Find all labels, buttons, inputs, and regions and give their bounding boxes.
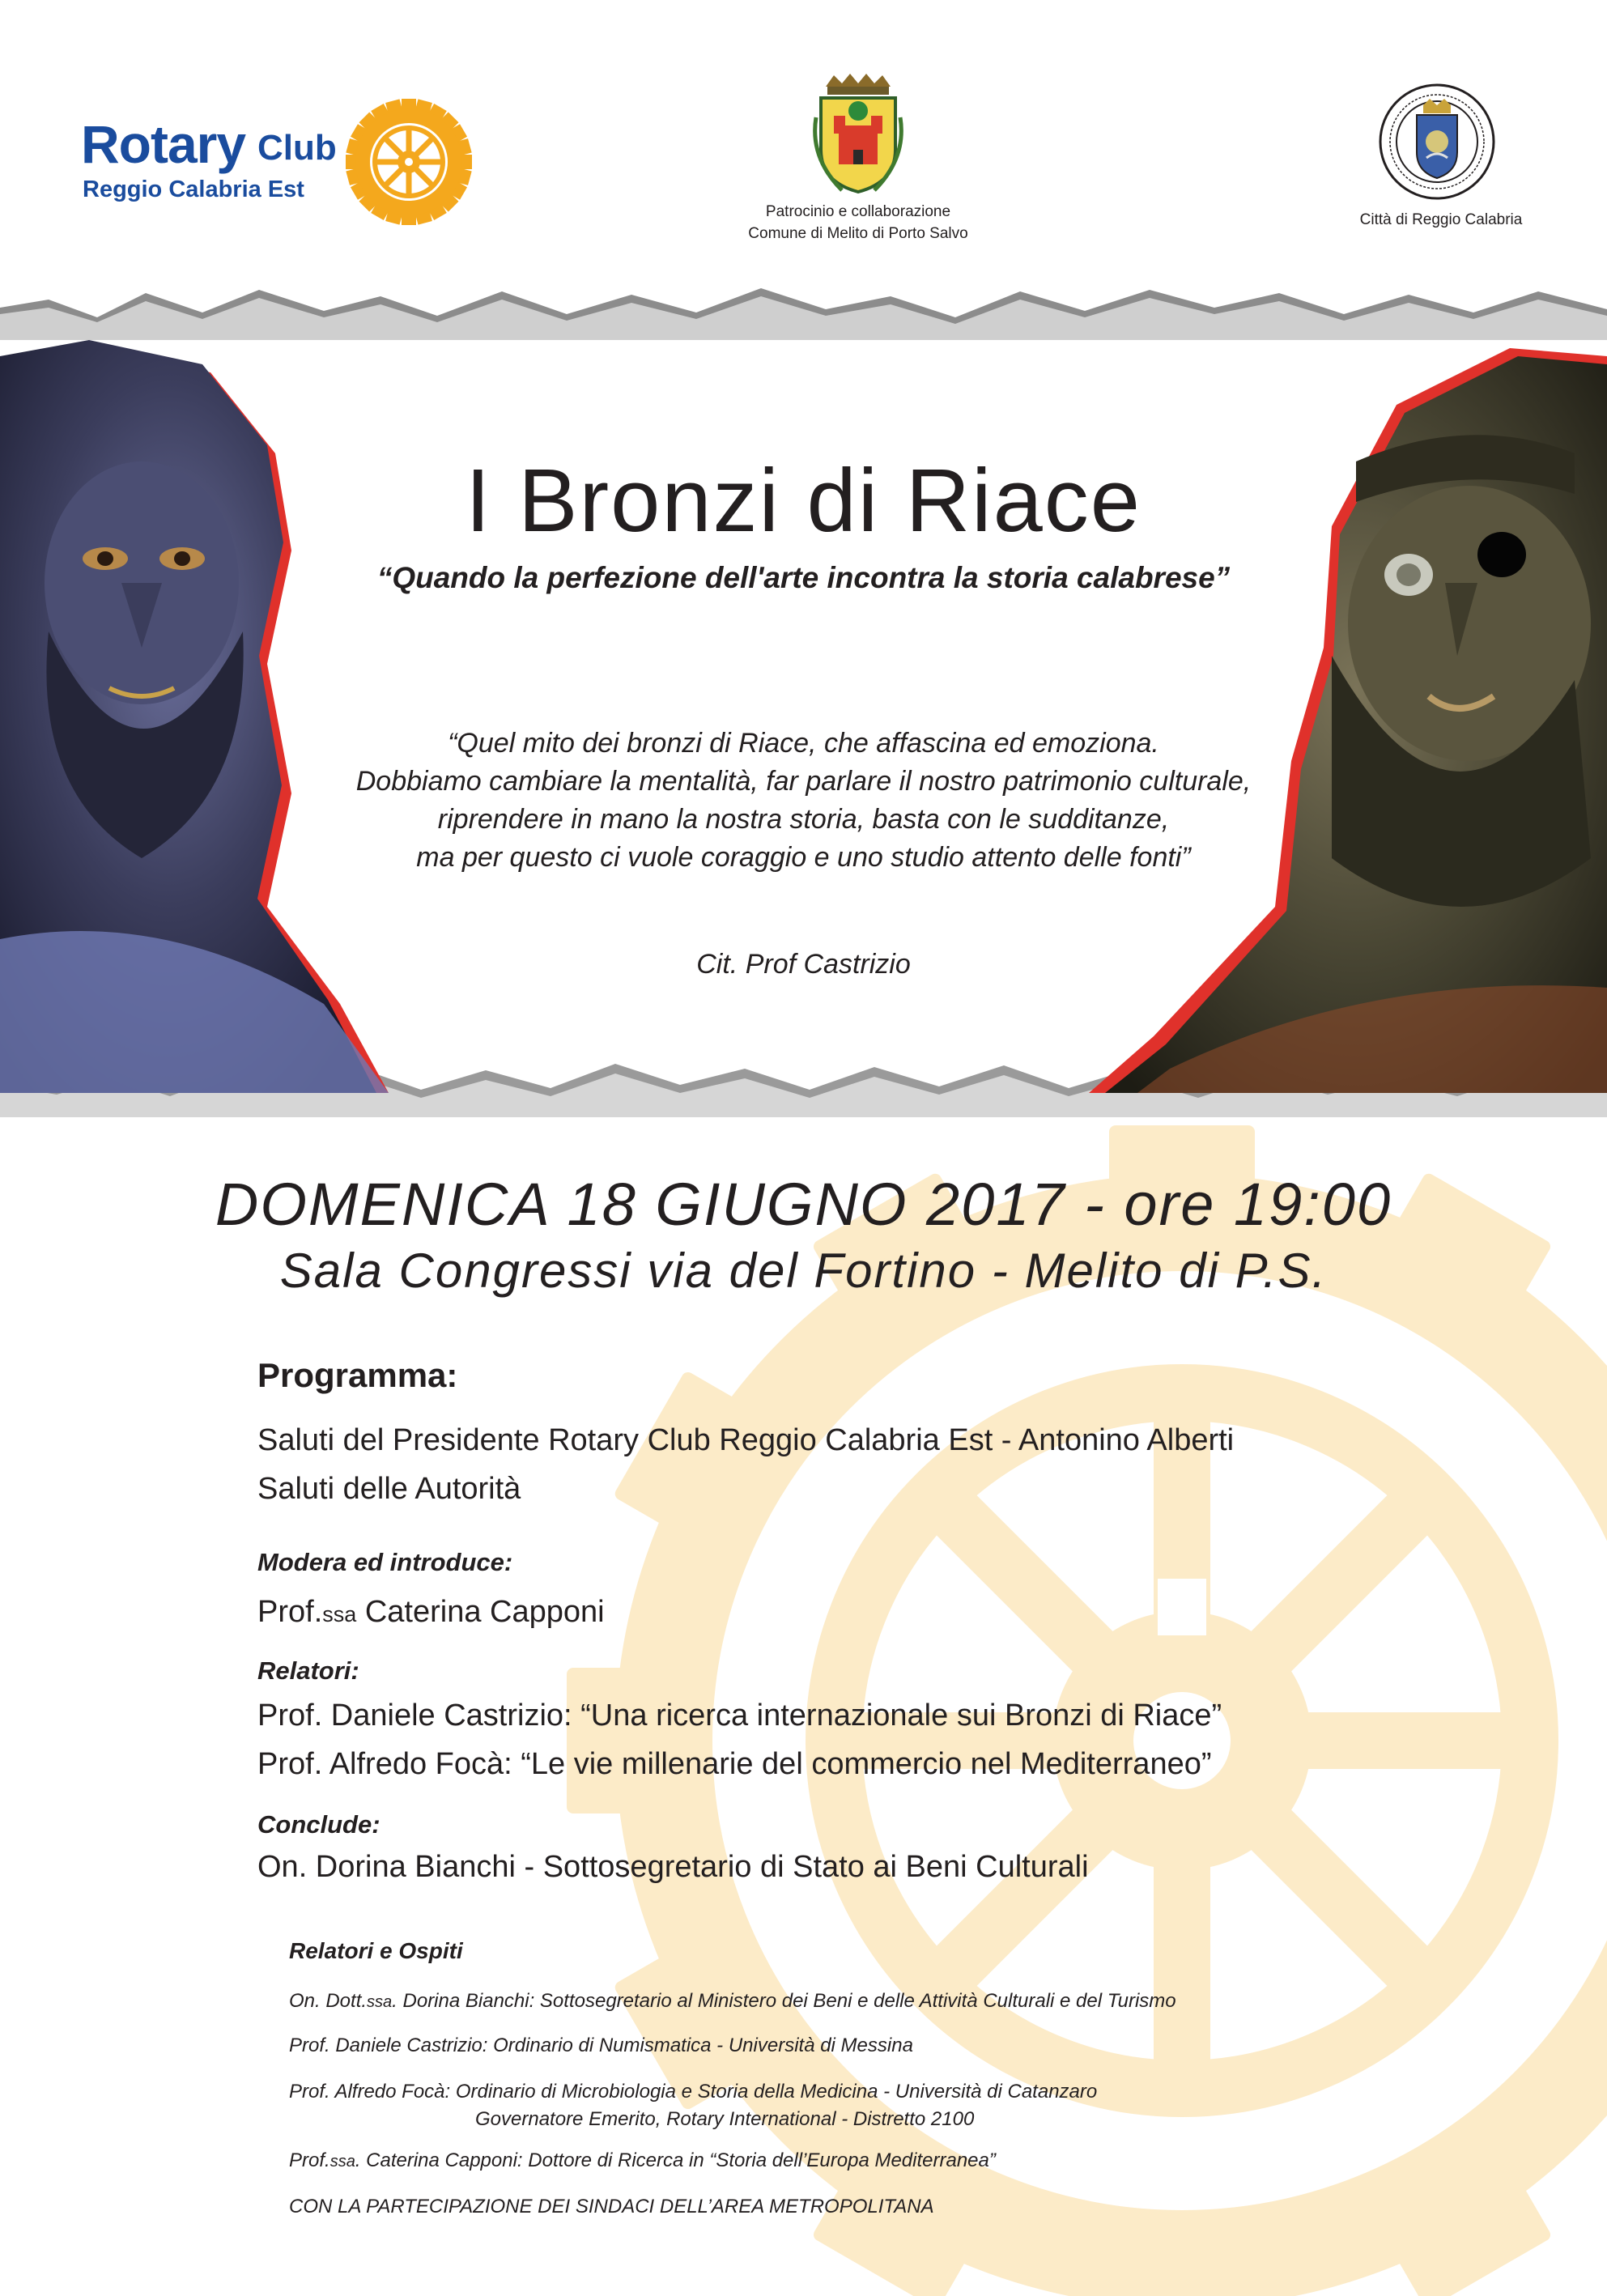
quote-block	[0, 725, 1607, 877]
quote-citation: Cit. Prof Castrizio	[696, 949, 911, 980]
closing-line: On. Dorina Bianchi - Sottosegretario di Stato ai Beni Culturali	[257, 1850, 1089, 1884]
program-greeting-president: Saluti del Presidente Rotary Club Reggio Calabria Est - Antonino Alberti	[257, 1423, 1235, 1457]
guest-text: . Caterina Capponi: Dottore di Ricerca in “Storia dell’Europa Mediterranea”	[355, 2149, 996, 2171]
speakers-label: Relatori:	[257, 1656, 359, 1685]
moderator-ssa: ssa	[322, 1602, 357, 1626]
rotary-logo-subtitle: Reggio Calabria Est	[83, 176, 304, 202]
guest-line: Prof. Alfredo Focà: Ordinario di Microbiologia e Storia della Medicina - Università di Catanzaro	[289, 2081, 1098, 2103]
quote-line: riprendere in mano la nostra storia, basta con le sudditanze,	[437, 804, 1170, 835]
reggio-calabria-seal-icon	[1376, 81, 1498, 202]
melito-coat-of-arms-icon	[810, 69, 907, 198]
guest-ssa: ssa	[329, 2153, 355, 2171]
program-greeting-authorities: Saluti delle Autorità	[257, 1472, 521, 1506]
city-caption: Città di Reggio Calabria	[1359, 211, 1523, 228]
guest-prefix: On. Dott.	[289, 1990, 368, 2012]
moderator-line	[257, 1595, 605, 1630]
guest-line: Prof. Daniele Castrizio: Ordinario di Numismatica - Università di Messina	[289, 2035, 913, 2056]
guest-ssa: ssa	[367, 1993, 393, 2011]
moderator-label: Modera ed introduce:	[257, 1548, 513, 1576]
program-heading: Programma:	[257, 1356, 458, 1394]
guest-line	[289, 2149, 996, 2172]
guest-line	[289, 1990, 1176, 2013]
guest-prefix: Prof.	[289, 2149, 330, 2171]
event-date: DOMENICA 18 GIUGNO 2017 - ore 19:00	[215, 1171, 1392, 1238]
rotary-wheel-icon	[344, 97, 474, 227]
guests-heading: Relatori e Ospiti	[289, 1938, 463, 1963]
event-title: I Bronzi di Riace	[466, 451, 1141, 551]
guest-text: . Dorina Bianchi: Sottosegretario al Ministero dei Beni e delle Attività Culturali e del Turismo	[392, 1990, 1176, 2012]
speaker-line: Prof. Alfredo Focà: “Le vie millenarie del commercio nel Mediterraneo”	[257, 1747, 1212, 1781]
speaker-line: Prof. Daniele Castrizio: “Una ricerca internazionale sui Bronzi di Riace”	[257, 1699, 1222, 1733]
moderator-prefix: Prof.	[257, 1595, 323, 1629]
rotary-logo-word: Rotary	[81, 114, 246, 174]
event-subtitle: “Quando la perfezione dell'arte incontra la storia calabrese”	[376, 561, 1231, 594]
quote-line: “Quel mito dei bronzi di Riace, che affascina ed emoziona.	[448, 728, 1159, 759]
patronage-line2: Comune di Melito di Porto Salvo	[748, 225, 968, 242]
patronage-line1: Patrocinio e collaborazione	[765, 203, 951, 220]
moderator-name: Caterina Capponi	[356, 1595, 605, 1629]
rotary-logo-club: Club	[257, 128, 337, 168]
quote-line: Dobbiamo cambiare la mentalità, far parlare il nostro patrimonio culturale,	[355, 766, 1252, 797]
event-venue: Sala Congressi via del Fortino - Melito di P.S.	[279, 1244, 1328, 1298]
quote-line: ma per questo ci vuole coraggio e uno studio attento delle fonti”	[416, 842, 1191, 873]
guest-line-continued: Governatore Emerito, Rotary International - Distretto 2100	[475, 2108, 975, 2130]
closing-label: Conclude:	[257, 1810, 380, 1839]
mayors-participation: CON LA PARTECIPAZIONE DEI SINDACI DELL’AREA METROPOLITANA	[289, 2196, 934, 2217]
